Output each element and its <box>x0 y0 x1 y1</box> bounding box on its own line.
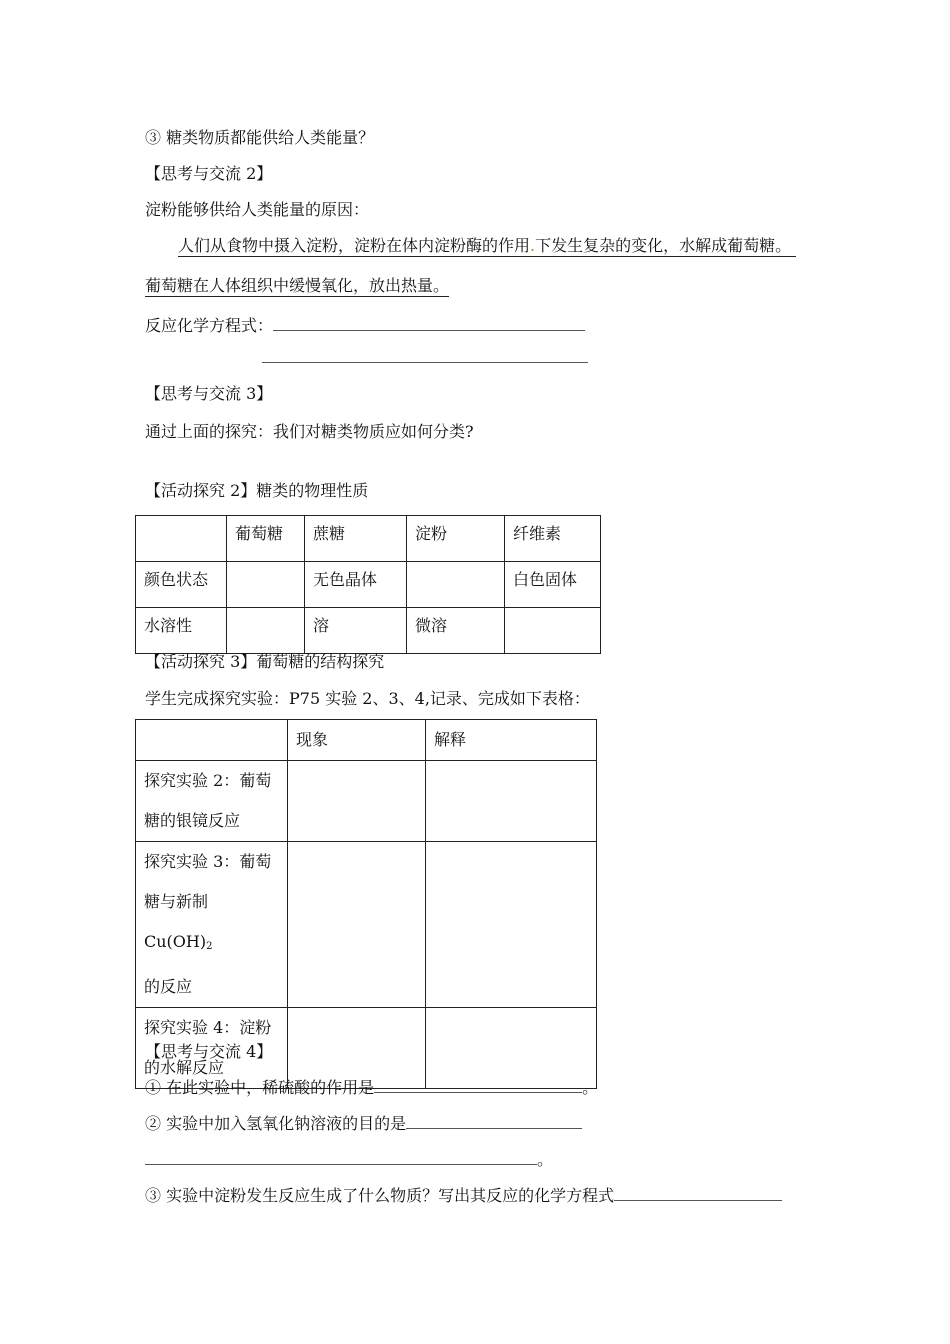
q4-1-blank[interactable] <box>374 1078 582 1093</box>
exp2-line-2: 糖的银镜反应 <box>144 811 241 830</box>
exp3-line-2: 糖与新制 Cu(OH) <box>144 892 209 951</box>
activity-2-title: 【活动探究 2】糖类的物理性质 <box>145 481 369 500</box>
table-cell[interactable] <box>426 1008 597 1089</box>
table-header-cell: 解释 <box>426 720 597 761</box>
table-header-cell: 淀粉 <box>407 516 505 562</box>
table-header-cell: 葡萄糖 <box>227 516 305 562</box>
starch-reason-line-1 <box>178 236 796 256</box>
experiment-table <box>135 719 597 1089</box>
table-row <box>136 608 601 654</box>
equation-line-2 <box>262 348 588 368</box>
table-row-label <box>136 761 288 842</box>
classify-question: 通过上面的探究：我们对糖类物质应如何分类? <box>145 422 474 441</box>
exp4-line-1: 探究实验 4：淀粉 <box>144 1018 272 1037</box>
equation-label: 反应化学方程式： <box>145 316 274 335</box>
think-exchange-4-title: 【思考与交流 4】 <box>145 1042 273 1061</box>
q4-1-text: ① 在此实验中，稀硫酸的作用是 <box>145 1078 375 1097</box>
q4-2-end: 。 <box>537 1150 554 1169</box>
equation-blank-1[interactable] <box>273 316 585 331</box>
think-exchange-2-title: 【思考与交流 2】 <box>145 164 273 183</box>
table-cell <box>505 608 601 654</box>
starch-reason-label: 淀粉能够供给人类能量的原因： <box>145 200 370 219</box>
table-cell[interactable] <box>288 1008 426 1089</box>
q4-2-continuation <box>145 1150 553 1170</box>
table-cell: 白色固体 <box>505 562 601 608</box>
table-row <box>136 761 597 842</box>
table-cell <box>227 608 305 654</box>
think-exchange-3-title: 【思考与交流 3】 <box>145 384 273 403</box>
table-cell <box>136 720 288 761</box>
equation-blank-2[interactable] <box>262 348 588 363</box>
table-cell[interactable] <box>426 842 597 1008</box>
table-cell <box>227 562 305 608</box>
table-cell: 微溶 <box>407 608 505 654</box>
physical-properties-table <box>135 515 601 654</box>
table-cell: 溶 <box>305 608 407 654</box>
table-cell[interactable] <box>288 761 426 842</box>
table-cell[interactable] <box>426 761 597 842</box>
starch-reason-text-2: 葡萄糖在人体组织中缓慢氧化，放出热量。 <box>145 276 450 295</box>
starch-reason-line-2 <box>145 276 449 296</box>
cursor-mark: . <box>530 236 536 255</box>
q4-2-blank-2[interactable] <box>145 1150 537 1165</box>
table-header-row <box>136 720 597 761</box>
table-row <box>136 562 601 608</box>
table-row-label <box>136 842 288 1008</box>
question-3: ③ 糖类物质都能供给人类能量？ <box>145 128 375 147</box>
table-header-cell: 蔗糖 <box>305 516 407 562</box>
q4-2-text: ② 实验中加入氢氧化钠溶液的目的是 <box>145 1114 407 1133</box>
starch-reason-text-1b: 下发生复杂的变化，水解成葡萄糖。 <box>535 236 792 255</box>
table-row-label: 水溶性 <box>136 608 227 654</box>
q4-1-end: 。 <box>582 1078 599 1097</box>
q4-1-line <box>145 1078 598 1098</box>
table-cell[interactable] <box>288 842 426 1008</box>
q4-3-line <box>145 1186 782 1206</box>
table-header-row <box>136 516 601 562</box>
table-cell <box>407 562 505 608</box>
starch-reason-text-1a: 人们从食物中摄入淀粉，淀粉在体内淀粉酶的作用 <box>178 236 531 255</box>
exp3-subscript: 2 <box>206 941 213 952</box>
q4-3-blank[interactable] <box>614 1186 782 1201</box>
exp4-line-2: 的水解反应 <box>144 1058 225 1077</box>
table-header-cell: 纤维素 <box>505 516 601 562</box>
table-header-cell: 现象 <box>288 720 426 761</box>
activity-3-title: 【活动探究 3】葡萄糖的结构探究 <box>145 652 385 671</box>
exp2-line-1: 探究实验 2：葡萄 <box>144 771 272 790</box>
q4-3-text: ③ 实验中淀粉发生反应生成了什么物质？写出其反应的化学方程式 <box>145 1186 615 1205</box>
table-row <box>136 842 597 1008</box>
table-cell: 无色晶体 <box>305 562 407 608</box>
exp3-line-1: 探究实验 3：葡萄 <box>144 852 272 871</box>
table-cell <box>136 516 227 562</box>
student-task: 学生完成探究实验：P75 实验 2、3、4,记录、完成如下表格： <box>145 689 590 708</box>
q4-2-line <box>145 1114 582 1134</box>
equation-line-1 <box>145 316 585 336</box>
table-row-label: 颜色状态 <box>136 562 227 608</box>
exp3-line-3: 的反应 <box>144 977 193 996</box>
q4-2-blank-1[interactable] <box>406 1114 582 1129</box>
